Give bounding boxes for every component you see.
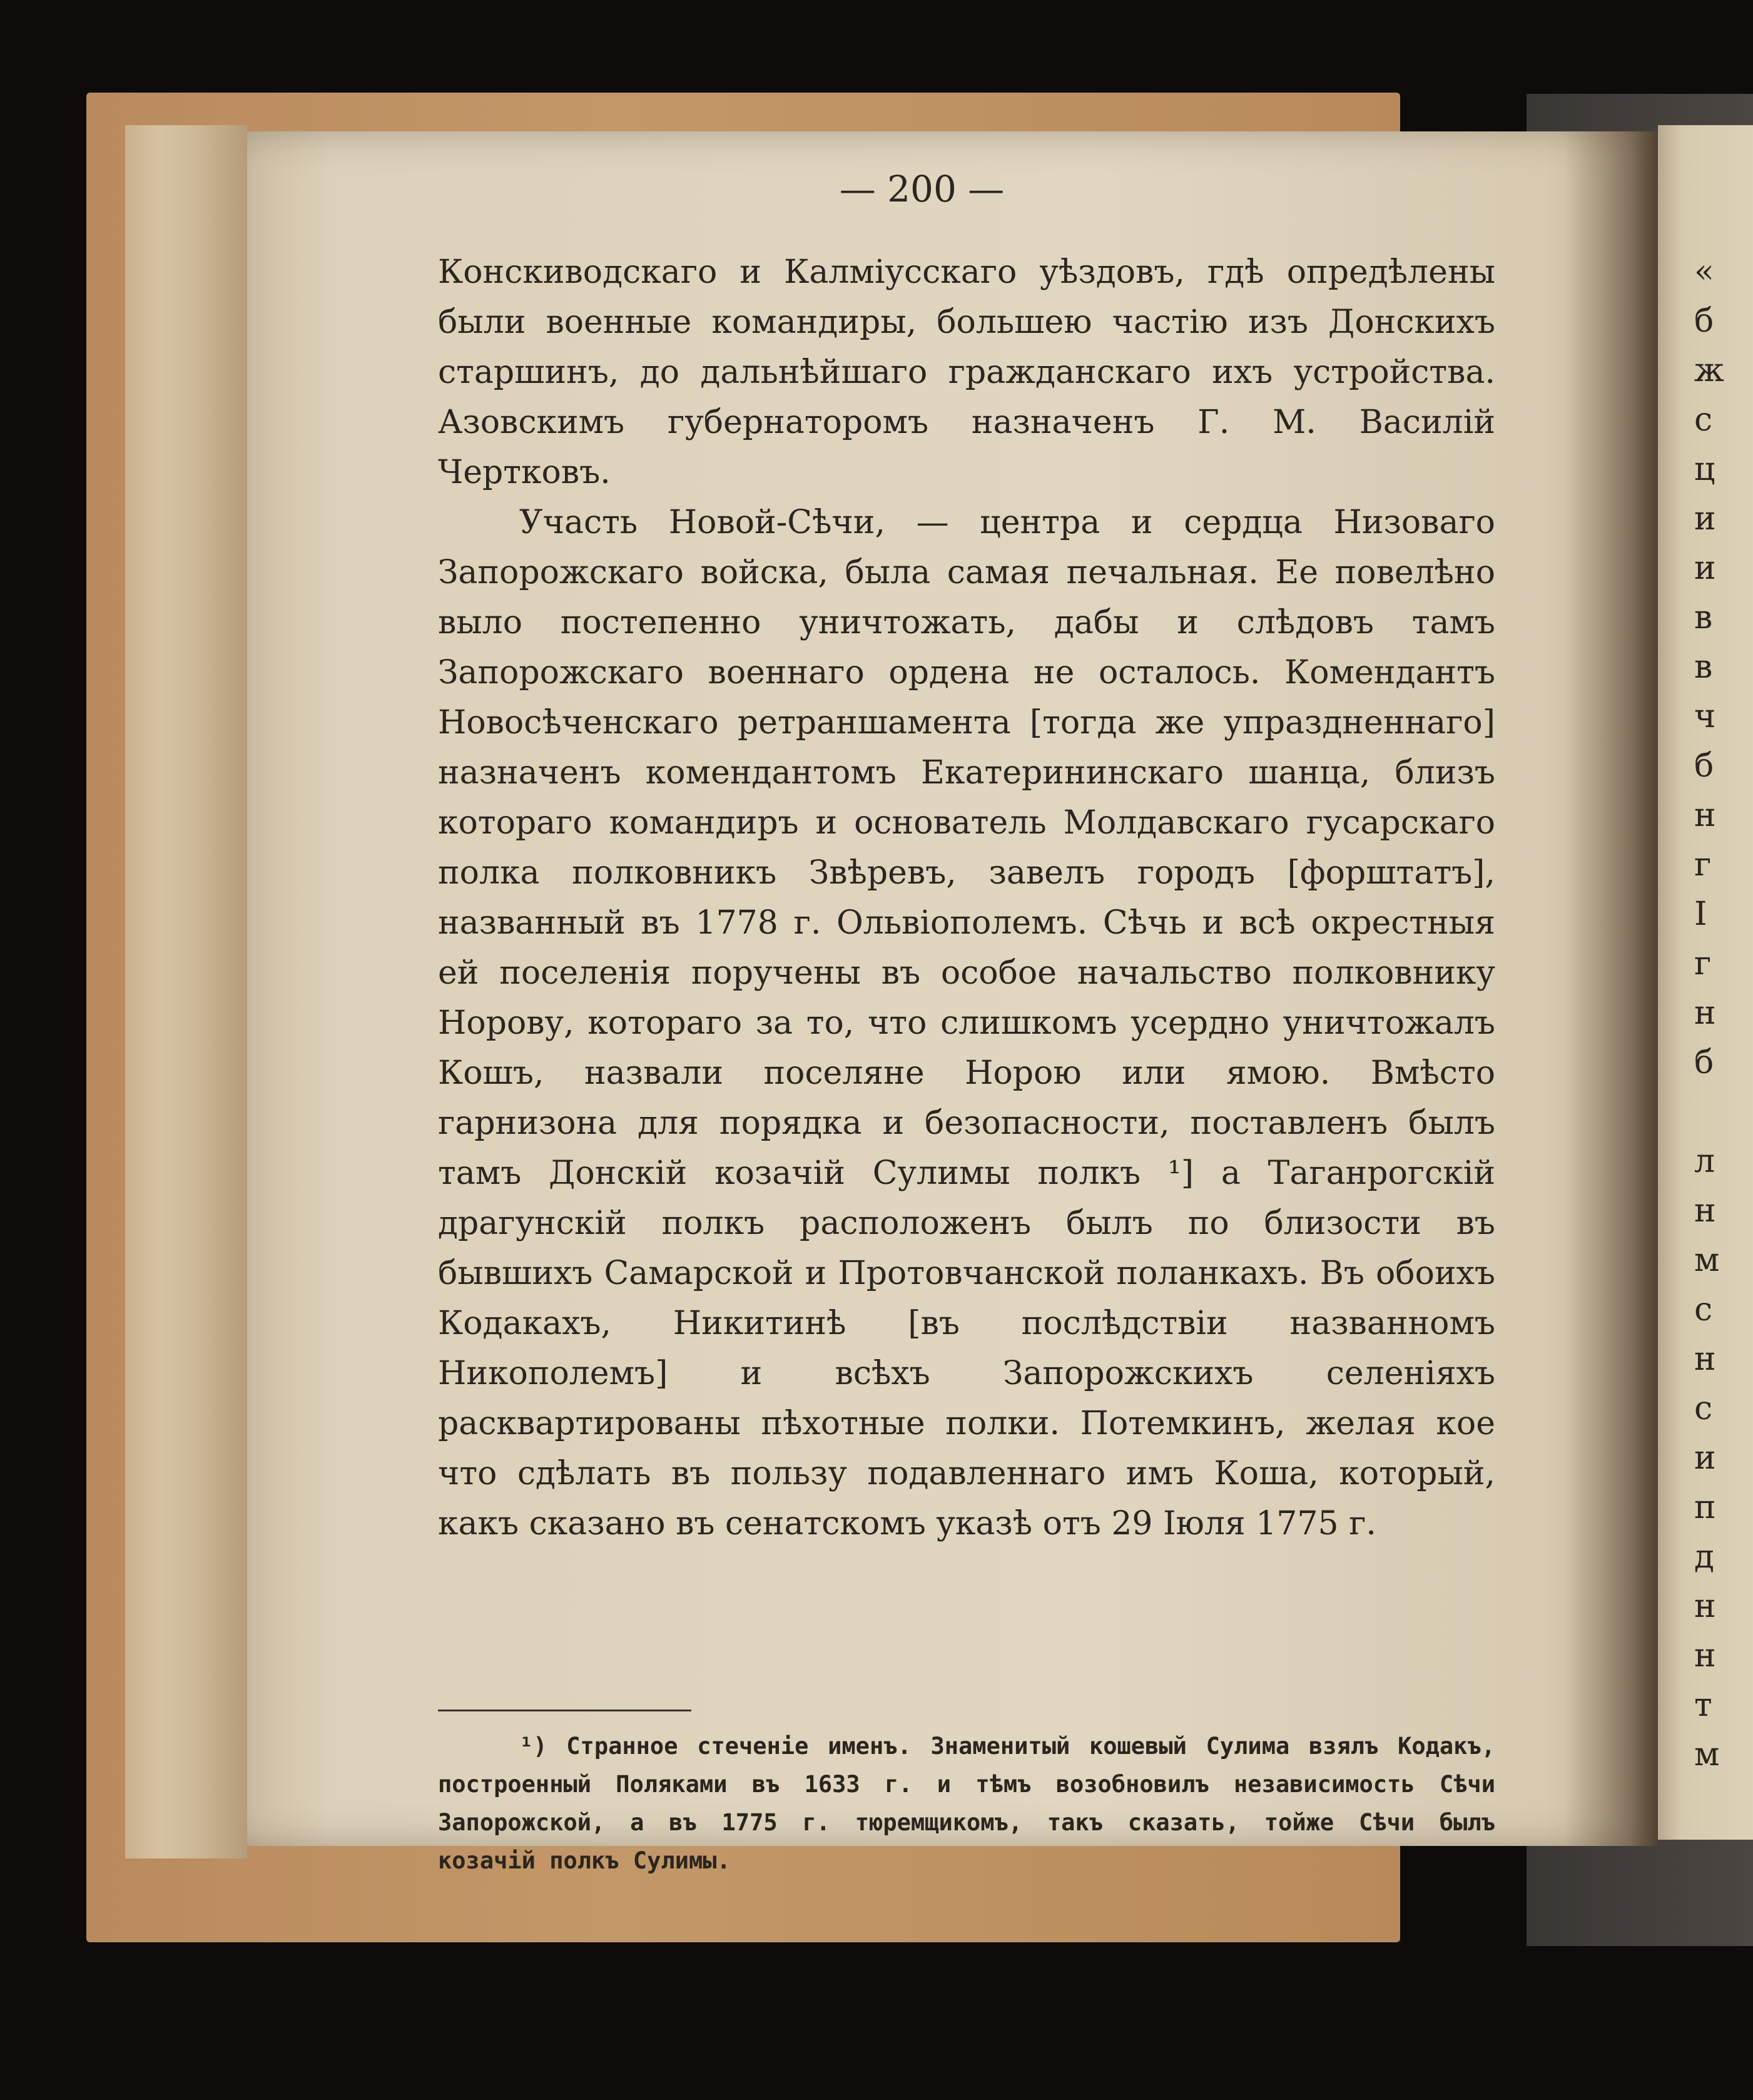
facing-page-letter: н: [1694, 1340, 1716, 1378]
facing-page-letter: н: [1694, 1588, 1716, 1625]
body-text: [438, 247, 1495, 1549]
facing-page-letter: л: [1694, 1143, 1715, 1180]
page-stack-edge: [125, 125, 247, 1858]
facing-page-letter: б: [1694, 302, 1714, 340]
footnote-text: ¹) Странное стеченіе именъ. Знаменитый кошевый Сулима взялъ Кодакъ, построенный Поляками въ 1633 г. и тѣмъ возобновилъ независимость Сѣчи Запорожской, а въ 1775 г. тюремщикомъ, такъ сказать, тойже Сѣчи былъ козачій полкъ Сулимы.: [438, 1733, 1495, 1874]
facing-page-letter: м: [1694, 1736, 1720, 1773]
facing-page-letter: б: [1694, 1044, 1714, 1081]
facing-page-letter: с: [1694, 1390, 1713, 1427]
facing-page-letter: и: [1694, 549, 1716, 587]
page-number: — 200 —: [839, 168, 1005, 210]
facing-page-letter: [1694, 1088, 1750, 1137]
facing-page-letter: д: [1694, 1538, 1715, 1576]
facing-page-text-fragments: [1694, 247, 1750, 1780]
facing-page-letter: ц: [1694, 451, 1715, 488]
facing-page-letter: б: [1694, 747, 1714, 785]
facing-page-letter: с: [1694, 1291, 1713, 1328]
facing-page-letter: н: [1694, 994, 1716, 1032]
facing-page-letter: и: [1694, 1439, 1716, 1477]
facing-page-letter: «: [1694, 253, 1714, 290]
paragraph: Конскиводскаго и Калміусскаго уѣздовъ, гдѣ опредѣлены были военные командиры, большею частію изъ Донскихъ старшинъ, до дальнѣйшаго гражданскаго ихъ устройства. Азовскимъ губернаторомъ назначенъ Г. М. Василій Чертковъ.: [438, 253, 1495, 491]
facing-page-letter: в: [1694, 648, 1713, 686]
facing-page-letter: н: [1694, 1192, 1716, 1230]
facing-page-letter: т: [1694, 1686, 1712, 1724]
facing-page-letter: с: [1694, 401, 1713, 439]
footnote-divider: [438, 1710, 691, 1711]
facing-page-letter: г: [1694, 945, 1712, 982]
paragraph: Участь Новой-Сѣчи, — центра и сердца Низоваго Запорожскаго войска, была самая печальная. Ее повелѣно выло постепенно уничтожать, дабы и слѣдовъ тамъ Запорожскаго военнаго ордена не осталось. Комендантъ Новосѣченскаго ретраншамента [тогда же упраздненнаго] назначенъ комендантомъ Екатерининскаго шанца, близъ котораго командиръ и основатель Молдавскаго гусарскаго полка полковникъ Звѣревъ, завелъ городъ [форштатъ], названный въ 1778 г. Ольвіополемъ. Сѣчь и всѣ окрестныя ей поселенія поручены въ особое начальство полковнику Норову, котораго за то, что слишкомъ усердно уничтожалъ Кошъ, назвали поселяне Норою или ямою. Вмѣсто гарнизона для порядка и безопасности, поставленъ былъ тамъ Донскій козачій Сулимы полкъ ¹] а Таганрогскій драгунскій полкъ расположенъ былъ по близости въ бывшихъ Самарской и Протовчанской поланкахъ. Въ обоихъ Кодакахъ, Никитинѣ [въ послѣдствіи названномъ Никополемъ] и всѣхъ Запорожскихъ селеніяхъ расквартированы пѣхотные полки. Потемкинъ, желая кое что сдѣлать въ пользу подавленнаго имъ Коша, который, какъ сказано въ сенатскомъ указѣ отъ 29 Іюля 1775 г.: [438, 504, 1495, 1542]
facing-page-letter: м: [1694, 1241, 1720, 1279]
facing-page-letter: г: [1694, 846, 1712, 884]
facing-page-letter: н: [1694, 1637, 1716, 1674]
facing-page-letter: в: [1694, 599, 1713, 636]
book-gutter: [1564, 131, 1658, 1846]
footnote: [438, 1727, 1495, 1880]
facing-page-letter: н: [1694, 797, 1716, 834]
facing-page-letter: ч: [1694, 698, 1716, 735]
facing-page-letter: І: [1694, 895, 1707, 933]
facing-page-letter: п: [1694, 1489, 1716, 1526]
facing-page-letter: и: [1694, 500, 1716, 538]
facing-page-letter: ж: [1694, 352, 1724, 389]
